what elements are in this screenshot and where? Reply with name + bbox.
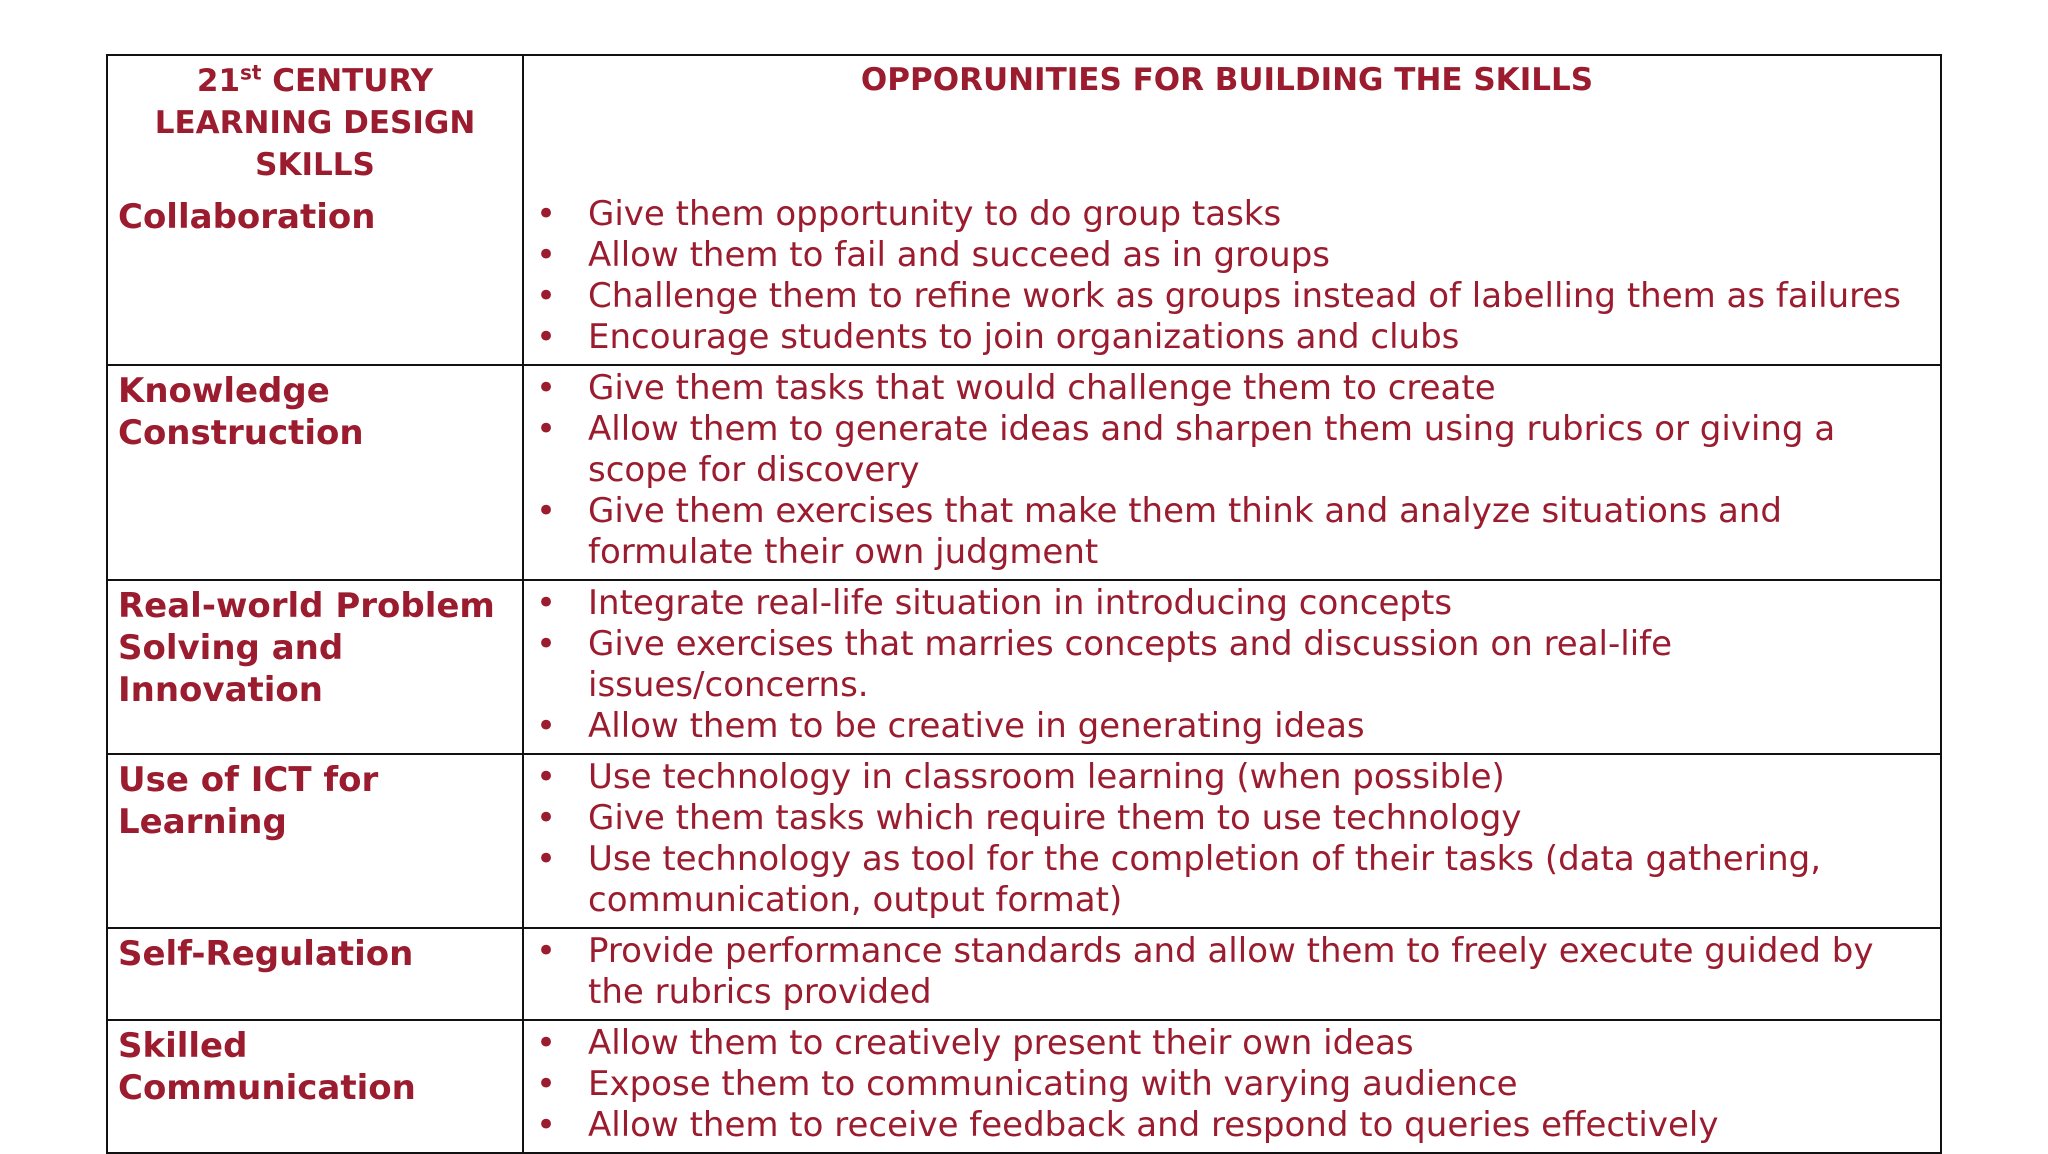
bullet-icon: • [536,583,557,623]
header-skills-column [108,56,524,192]
skills-table [106,54,1942,1154]
list-item-text: Allow them to receive feedback and respond to queries effectively [588,1105,1719,1145]
skill-name: Use of ICT for Learning [108,755,524,927]
list-item-text: Allow them to creatively present their own ideas [588,1023,1414,1063]
list-item-text: Give them tasks that would challenge them to create [588,368,1496,408]
bullet-icon: • [536,317,557,357]
list-item-text: Give them exercises that make them think and analyze situations and formulate their own judgment [588,491,1782,572]
opportunities-list [524,931,1930,1013]
bullet-icon: • [536,1023,557,1063]
header-skills-prefix: 21 [196,63,241,99]
list-item-text: Give them opportunity to do group tasks [588,194,1282,234]
opportunities-list [524,583,1930,747]
header-skills-sup: st [240,60,262,85]
bullet-icon: • [536,839,557,879]
list-item-text: Allow them to generate ideas and sharpen them using rubrics or giving a scope for discovery [588,409,1836,490]
list-item-text: Expose them to communicating with varying audience [588,1064,1518,1104]
bullet-icon: • [536,491,557,531]
header-skills-rest: CENTURY LEARNING DESIGN SKILLS [154,63,476,183]
skill-name: Knowledge Construction [108,366,524,579]
list-item-text: Encourage students to join organizations and clubs [588,317,1460,357]
list-item-text: Challenge them to refine work as groups instead of labelling them as failures [588,276,1902,316]
opportunities-cell [524,929,1940,1019]
table-body [108,192,1940,1152]
list-item [524,1105,1930,1146]
list-item [524,368,1930,409]
list-item-text: Allow them to be creative in generating ideas [588,706,1365,746]
table-row [108,364,1940,579]
list-item [524,235,1930,276]
list-item [524,317,1930,358]
list-item [524,276,1930,317]
bullet-icon: • [536,368,557,408]
bullet-icon: • [536,706,557,746]
list-item [524,583,1930,624]
list-item [524,409,1930,491]
table-row [108,1019,1940,1152]
header-opportunities-column: OPPORUNITIES FOR BUILDING THE SKILLS [860,62,1594,98]
bullet-icon: • [536,409,557,449]
table-row [108,753,1940,927]
skill-name: Self-Regulation [108,929,524,1019]
bullet-icon: • [536,235,557,275]
bullet-icon: • [536,1064,557,1104]
list-item-text: Give them tasks which require them to use technology [588,798,1522,838]
bullet-icon: • [536,1105,557,1145]
table-row [108,927,1940,1019]
opportunities-cell [524,192,1940,364]
list-item [524,706,1930,747]
bullet-icon: • [536,194,557,234]
bullet-icon: • [536,757,557,797]
list-item-text: Give exercises that marries concepts and discussion on real-life issues/concerns. [588,624,1673,705]
opportunities-cell [524,1021,1940,1152]
list-item-text: Use technology in classroom learning (when possible) [588,757,1505,797]
list-item [524,491,1930,573]
list-item [524,624,1930,706]
list-item-text: Provide performance standards and allow them to freely execute guided by the rubrics provided [588,931,1874,1012]
list-item [524,798,1930,839]
list-item [524,1023,1930,1064]
list-item-text: Allow them to fail and succeed as in groups [588,235,1331,275]
bullet-icon: • [536,624,557,664]
list-item [524,1064,1930,1105]
skill-name: Collaboration [108,192,524,364]
opportunities-cell [524,755,1940,927]
bullet-icon: • [536,798,557,838]
table-row [108,579,1940,753]
bullet-icon: • [536,931,557,971]
bullet-icon: • [536,276,557,316]
skill-name: Skilled Communication [108,1021,524,1152]
opportunities-list [524,1023,1930,1146]
opportunities-list [524,194,1930,358]
table-row [108,192,1940,364]
table-header-row [108,56,1940,192]
skill-name: Real-world Problem Solving and Innovation [108,581,524,753]
list-item [524,839,1930,921]
list-item [524,194,1930,235]
list-item-text: Use technology as tool for the completion of their tasks (data gathering, communication, output format) [588,839,1822,920]
list-item [524,757,1930,798]
list-item [524,931,1930,1013]
opportunities-list [524,368,1930,573]
opportunities-cell [524,581,1940,753]
opportunities-cell [524,366,1940,579]
list-item-text: Integrate real-life situation in introducing concepts [588,583,1453,623]
opportunities-list [524,757,1930,921]
